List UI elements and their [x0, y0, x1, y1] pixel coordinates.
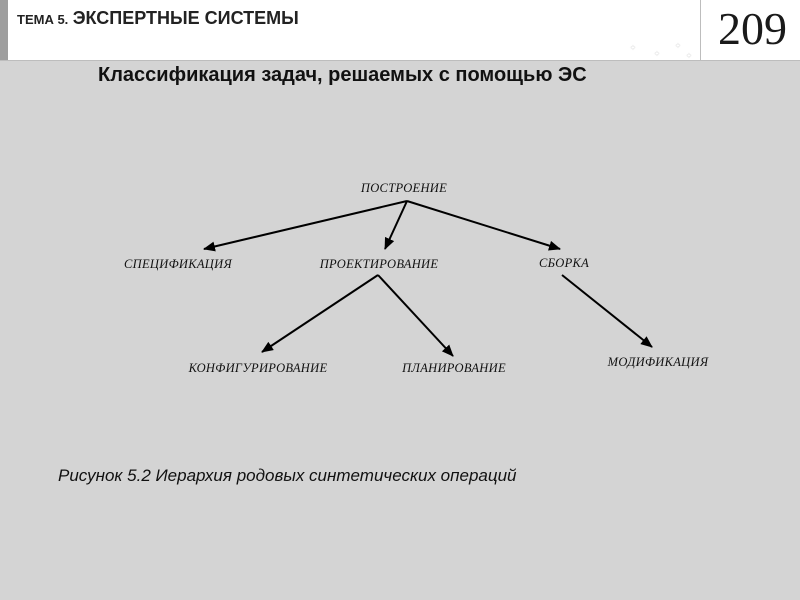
node-planning: ПЛАНИРОВАНИЕ	[402, 361, 506, 375]
slide-title: Классификация задач, решаемых с помощью ЭС	[98, 64, 587, 86]
edge-assembly-to-modification	[562, 275, 652, 347]
topic-title: ЭКСПЕРТНЫЕ СИСТЕМЫ	[72, 8, 299, 28]
edge-root-to-design	[385, 201, 407, 249]
figure-caption: Рисунок 5.2 Иерархия родовых синтетических операций	[58, 466, 517, 485]
edge-design-to-planning	[378, 275, 453, 356]
decorative-sparkles: ✦ ✦ ✦ ✦	[630, 43, 692, 60]
edge-design-to-configuration	[262, 275, 378, 352]
page-number: 209	[718, 3, 787, 54]
node-configuration: КОНФИГУРИРОВАНИЕ	[188, 361, 328, 375]
diagram-nodes	[124, 181, 709, 375]
node-design: ПРОЕКТИРОВАНИЕ	[319, 257, 439, 271]
node-assembly: СБОРКА	[538, 256, 590, 270]
diagram-edges	[204, 201, 652, 356]
edge-root-to-specification	[204, 201, 407, 249]
topic-prefix: ТЕМА 5.	[17, 12, 69, 27]
node-modification: МОДИФИКАЦИЯ	[607, 355, 709, 369]
node-root: ПОСТРОЕНИЕ	[360, 181, 448, 195]
edge-root-to-assembly	[407, 201, 560, 249]
node-specification: СПЕЦИФИКАЦИЯ	[124, 257, 232, 271]
